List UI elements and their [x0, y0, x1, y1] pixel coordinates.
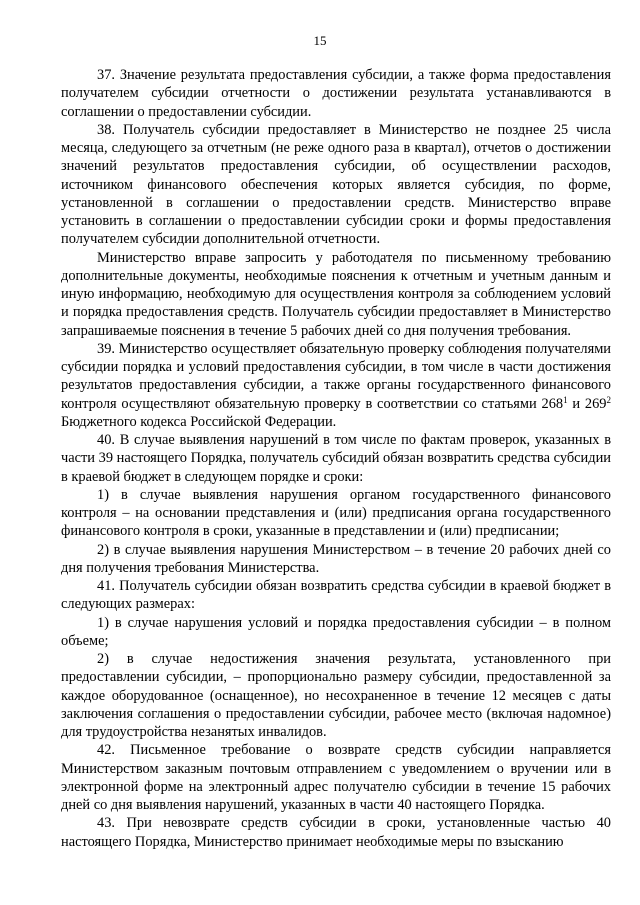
- paragraph-39: [61, 340, 611, 431]
- document-body: [61, 66, 611, 851]
- paragraph-37: 37. Значение результата предоставления субсидии, а также форма предоставления получателем субсидии отчетности о достижении результата устанавливаются в соглашении о предоставлении субсидии.: [61, 67, 611, 120]
- paragraph-39-text-end: Бюджетного кодекса Российской Федерации.: [61, 413, 337, 430]
- article-269-superscript: 2: [606, 394, 611, 405]
- paragraph-40-item-1: 1) в случае выявления нарушения органом государственного финансового контроля – на основании представления и (или) предписания органа государственного финансового контроля в сроки, указанные в представлении и (или) предписании;: [61, 486, 611, 540]
- article-268-superscript: 1: [563, 394, 568, 405]
- paragraph-42: 42. Письменное требование о возврате средств субсидии направляется Министерством заказным почтовым отправлением с уведомлением о вручении или в электронной форме на электронный адрес получателю субсидии в течение 15 рабочих дней со дня выявления нарушений, указанных в части 40 настоящего Порядка.: [61, 742, 611, 813]
- paragraph-41: 41. Получатель субсидии обязан возвратить средства субсидии в краевой бюджет в следующих размерах:: [61, 578, 611, 613]
- paragraph-40: 40. В случае выявления нарушений в том числе по фактам проверок, указанных в части 39 настоящего Порядка, получатель субсидий обязан возвратить средства субсидии в краевой бюджет в следующем порядке и сроки:: [61, 432, 611, 485]
- paragraph-43: 43. При невозврате средств субсидии в сроки, установленные частью 40 настоящего Порядка, Министерство принимает необходимые меры по взысканию: [61, 815, 611, 850]
- paragraph-38-ministry-request: Министерство вправе запросить у работодателя по письменному требованию дополнительные документы, необходимые пояснения к отчетным и учетным данным и иную информацию, необходимую для осуществления контроля за соблюдением условий и порядка предоставления средств. Получатель субсидии предоставляет в Министерство запрашиваемые пояснения в течение 5 рабочих дней со дня получения требования.: [61, 249, 611, 339]
- paragraph-39-text: 39. Министерство осуществляет обязательную проверку соблюдения получателями субсидии порядка и условий предоставления субсидии, в том числе в части достижения результатов предоставления субсидии, а также органы государственного финансового контроля осуществляют обязательную проверку в соответствии со статьями 268: [61, 340, 611, 412]
- paragraph-41-item-1: 1) в случае нарушения условий и порядка предоставления субсидии – в полном объеме;: [61, 614, 611, 649]
- paragraph-38: 38. Получатель субсидии предоставляет в Министерство не позднее 25 числа месяца, следующего за отчетным (не реже одного раза в квартал), отчетов о достижении значений результатов предоставления субсидии, об осуществлении расходов, источником финансового обеспечения которых является субсидия, по форме, установленной в соглашении о предоставлении средств. Министерство вправе установить в соглашении о предоставлении субсидии сроки и формы предоставления получателем субсидии дополнительной отчетности.: [61, 121, 611, 248]
- paragraph-41-item-2: 2) в случае недостижения значения результата, установленного при предоставлении субсидии, – пропорционально размеру субсидии, предоставленной за каждое оборудованное (оснащенное), но несохраненное в течение 12 месяцев с даты заключения соглашения о предоставлении субсидии, рабочее место (включая надомное) для трудоустройства незанятых инвалидов.: [61, 651, 611, 740]
- paragraph-39-text-mid: и 269: [567, 395, 607, 412]
- page-number: 15: [313, 33, 327, 48]
- paragraph-40-item-2: 2) в случае выявления нарушения Министерством – в течение 20 рабочих дней со дня получения требования Министерства.: [61, 541, 611, 576]
